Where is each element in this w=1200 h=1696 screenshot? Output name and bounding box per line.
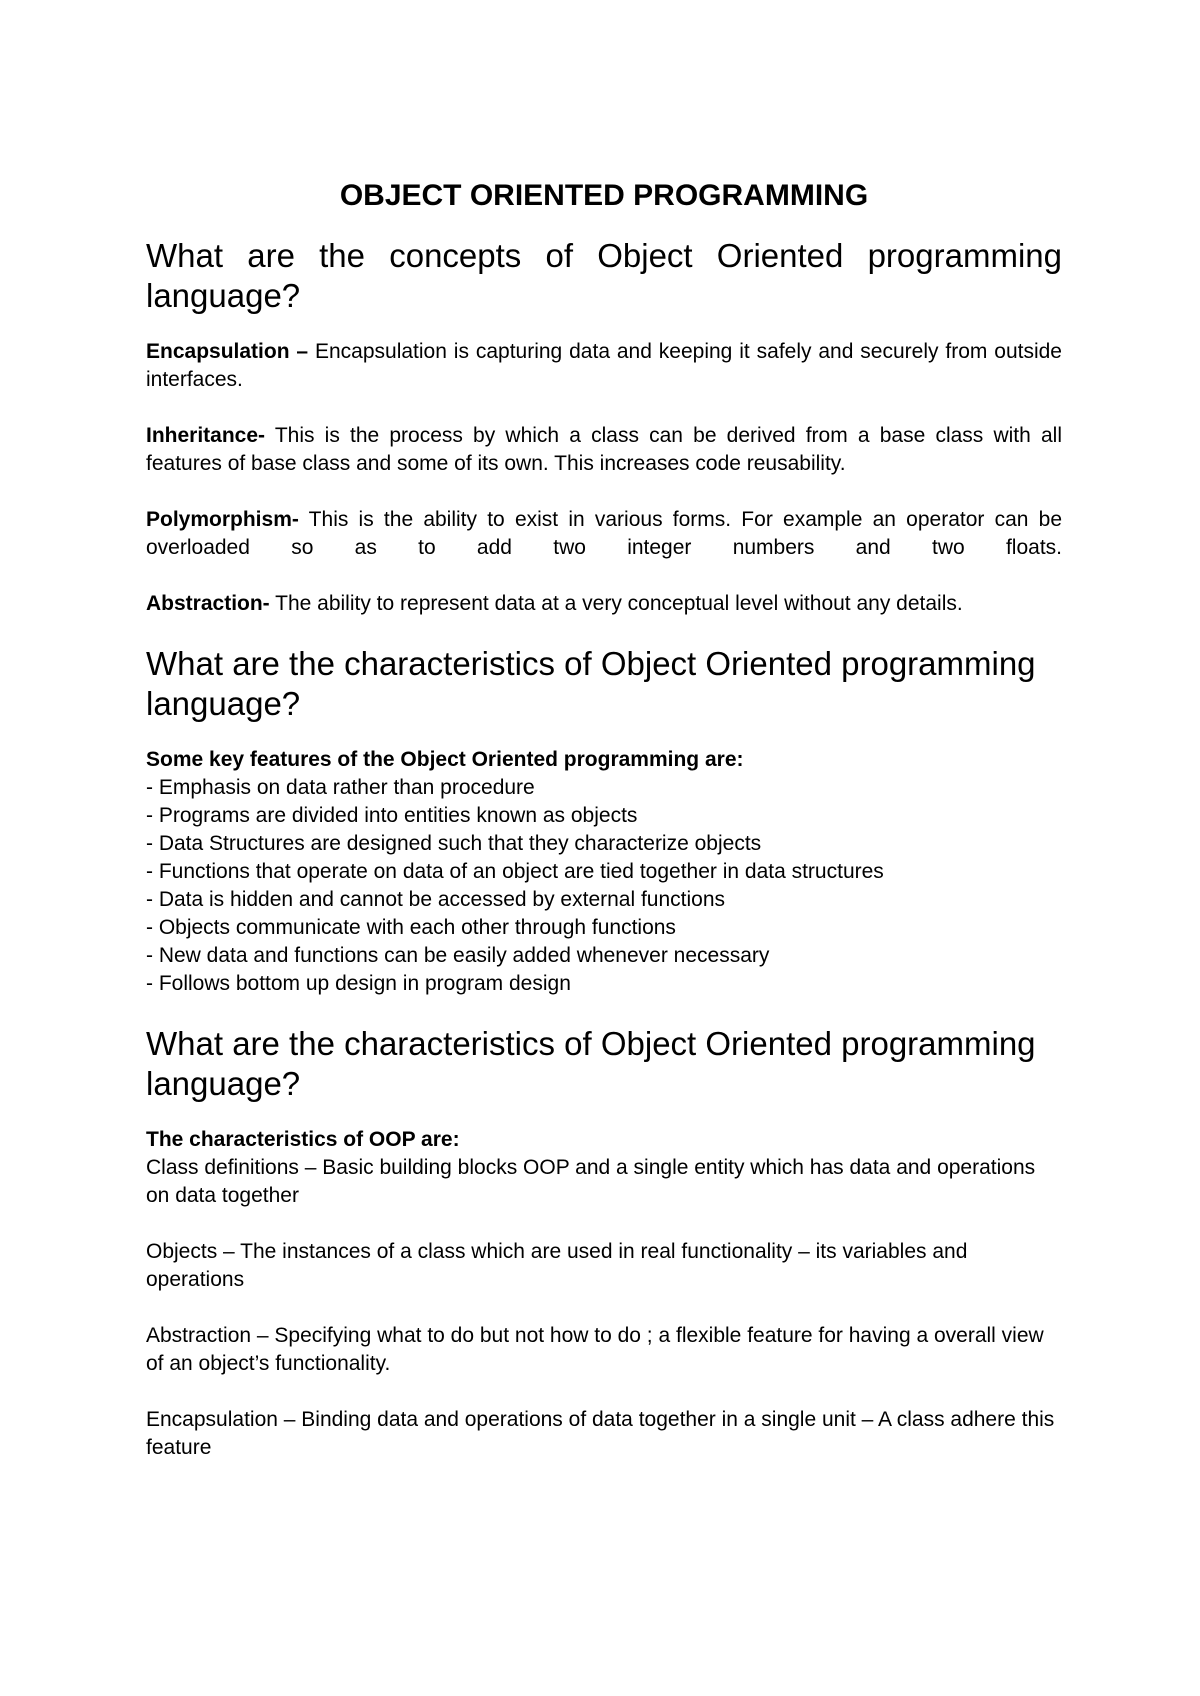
characteristic-paragraph: Encapsulation – Binding data and operations of data together in a single unit – A class adhere this feature: [146, 1408, 1055, 1459]
list-item: - Data is hidden and cannot be accessed by external functions: [146, 888, 726, 911]
list-title: Some key features of the Object Oriented programming are:: [146, 748, 744, 771]
document-title: OBJECT ORIENTED PROGRAMMING: [339, 179, 869, 212]
list-item: - Programs are divided into entities known as objects: [146, 804, 638, 827]
term-description: The ability to represent data at a very conceptual level without any details.: [269, 592, 963, 615]
characteristic-paragraph: Class definitions – Basic building blocks OOP and a single entity which has data and operations on data together: [146, 1156, 1036, 1207]
concept-inheritance: [146, 422, 1062, 478]
list-title: The characteristics of OOP are:: [146, 1128, 460, 1151]
section-heading: What are the characteristics of Object Oriented programming language?: [146, 1025, 1036, 1102]
document-page: [146, 178, 1062, 1462]
term-label: Inheritance-: [146, 424, 266, 447]
concept-abstraction: [146, 590, 1062, 618]
section-heading: What are the concepts of Object Oriented programming language?: [146, 237, 1062, 314]
term-label: Encapsulation –: [146, 340, 309, 363]
list-item: - Objects communicate with each other through functions: [146, 916, 676, 939]
term-label: Abstraction-: [146, 592, 270, 615]
list-item: - Functions that operate on data of an object are tied together in data structures: [146, 860, 884, 883]
list-item: - New data and functions can be easily added whenever necessary: [146, 944, 770, 967]
term-description: Encapsulation is capturing data and keeping it safely and securely from outside interfaces.: [146, 340, 1062, 391]
section-characteristics: [146, 1024, 1062, 1462]
section-key-features: [146, 644, 1062, 998]
characteristic-paragraph: Abstraction – Specifying what to do but not how to do ; a flexible feature for having a overall view of an object’s functionality.: [146, 1324, 1044, 1375]
section-concepts: [146, 236, 1062, 618]
feature-list: [146, 774, 1062, 998]
concept-encapsulation: [146, 338, 1062, 394]
concept-polymorphism: [146, 506, 1062, 562]
term-description: This is the ability to exist in various forms. For example an operator can be overloaded so as to add two integer numbers and two floats.: [146, 508, 1062, 559]
section-heading: What are the characteristics of Object Oriented programming language?: [146, 645, 1036, 722]
characteristic-paragraph: Objects – The instances of a class which are used in real functionality – its variables and operations: [146, 1240, 968, 1291]
list-item: - Follows bottom up design in program design: [146, 972, 571, 995]
term-label: Polymorphism-: [146, 508, 299, 531]
term-description: This is the process by which a class can be derived from a base class with all features of base class and some of its own. This increases code reusability.: [146, 424, 1062, 475]
list-item: - Emphasis on data rather than procedure: [146, 776, 535, 799]
list-item: - Data Structures are designed such that they characterize objects: [146, 832, 762, 855]
